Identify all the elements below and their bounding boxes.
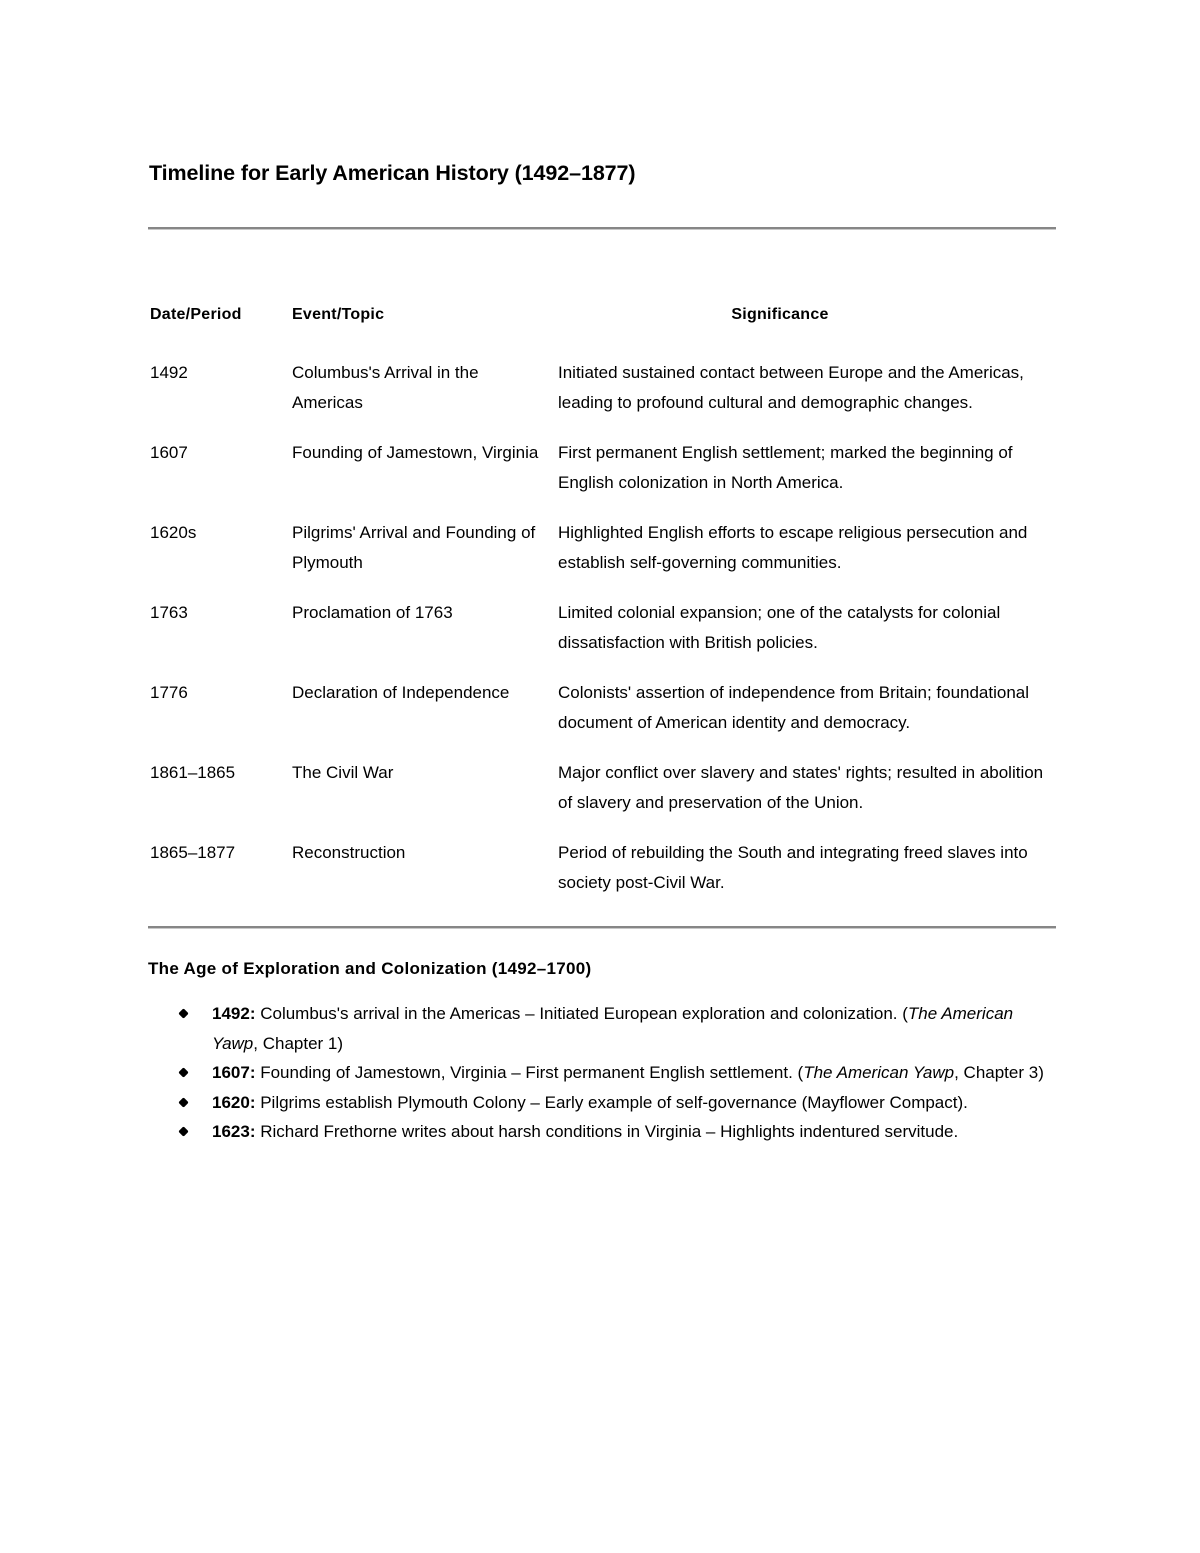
page-title: Timeline for Early American History (1492–1877)	[149, 161, 636, 185]
cell-significance: First permanent English settlement; marked the beginning of English colonization in North America.	[558, 443, 1013, 492]
bullet-text-suffix: , Chapter 3)	[954, 1063, 1044, 1082]
table-row	[148, 518, 1056, 598]
bullet-year: 1623:	[212, 1122, 256, 1141]
bullet-diamond-icon	[178, 1008, 188, 1018]
cell-significance: Initiated sustained contact between Europe and the Americas, leading to profound cultural and demographic changes.	[558, 363, 1024, 412]
cell-date: 1865–1877	[150, 843, 236, 862]
list-item	[148, 999, 1056, 1058]
cell-date: 1607	[150, 443, 188, 462]
section-heading: The Age of Exploration and Colonization (1492–1700)	[148, 959, 592, 978]
bullet-text: Richard Frethorne writes about harsh conditions in Virginia – Highlights indentured servitude.	[255, 1122, 959, 1141]
table-row	[148, 438, 1056, 518]
cell-significance: Period of rebuilding the South and integrating freed slaves into society post-Civil War.	[558, 843, 1028, 892]
column-header-significance: Significance	[731, 306, 829, 323]
cell-event: Columbus's Arrival in the Americas	[292, 363, 479, 412]
divider-top	[148, 227, 1056, 230]
bullet-source-title: The American Yawp	[803, 1063, 955, 1082]
bullet-diamond-icon	[178, 1126, 188, 1136]
cell-event: Reconstruction	[292, 843, 406, 862]
cell-significance: Highlighted English efforts to escape religious persecution and establish self-governing communities.	[558, 523, 1028, 572]
table-header-row	[148, 305, 1056, 358]
cell-event: Pilgrims' Arrival and Founding of Plymouth	[292, 523, 536, 572]
table-row	[148, 678, 1056, 758]
cell-significance: Limited colonial expansion; one of the catalysts for colonial dissatisfaction with British policies.	[558, 603, 1001, 652]
column-header-date: Date/Period	[150, 306, 242, 323]
cell-date: 1776	[150, 683, 188, 702]
bullet-text: Founding of Jamestown, Virginia – First permanent English settlement. (	[255, 1063, 804, 1082]
table-body	[148, 358, 1056, 897]
table-header	[148, 305, 1056, 358]
table-row	[148, 838, 1056, 897]
cell-event: Declaration of Independence	[292, 683, 510, 702]
bullet-text-suffix: , Chapter 1)	[253, 1033, 344, 1053]
bullet-year: 1607:	[212, 1063, 256, 1082]
cell-event: Founding of Jamestown, Virginia	[292, 443, 539, 462]
bullet-text: Columbus's arrival in the Americas – Initiated European exploration and colonization. (	[255, 1004, 908, 1023]
bullet-source-title: The American Yawp	[212, 1004, 1014, 1053]
list-item	[148, 1117, 1056, 1147]
cell-event: Proclamation of 1763	[292, 603, 453, 622]
bullet-text: Pilgrims establish Plymouth Colony – Early example of self-governance (Mayflower Compact).	[255, 1092, 968, 1112]
table-row	[148, 758, 1056, 838]
timeline-table	[148, 305, 1056, 897]
cell-significance: Major conflict over slavery and states' rights; resulted in abolition of slavery and preservation of the Union.	[558, 763, 1044, 812]
bullet-year: 1492:	[212, 1004, 256, 1023]
table-row	[148, 358, 1056, 438]
bullet-list	[148, 999, 1056, 1147]
list-item	[148, 1058, 1056, 1088]
bullet-diamond-icon	[178, 1067, 188, 1077]
cell-date: 1763	[150, 603, 188, 622]
document-content	[148, 158, 1056, 1147]
list-item	[148, 1088, 1056, 1118]
cell-significance: Colonists' assertion of independence from Britain; foundational document of American identity and democracy.	[558, 683, 1030, 732]
bullet-diamond-icon	[178, 1097, 188, 1107]
column-header-event: Event/Topic	[292, 306, 385, 323]
cell-date: 1620s	[150, 523, 197, 542]
cell-event: The Civil War	[292, 763, 394, 782]
cell-date: 1492	[150, 363, 188, 382]
bullet-year: 1620:	[212, 1092, 256, 1112]
cell-date: 1861–1865	[150, 763, 236, 782]
table-row	[148, 598, 1056, 678]
